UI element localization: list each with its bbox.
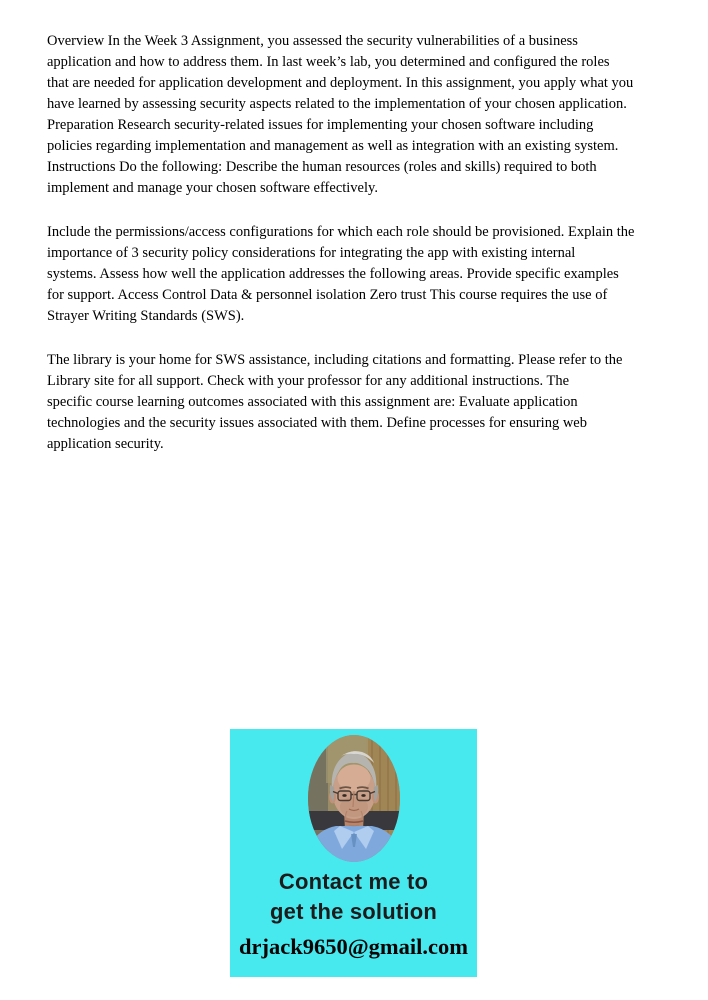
text-line: systems. Assess how well the application addresses the following areas. Provide specific examples [47, 266, 619, 282]
paragraph-requirements [47, 222, 647, 327]
text-line: for support. Access Control Data & personnel isolation Zero trust This course requires the use of [47, 287, 608, 303]
text-line: application and how to address them. In last week’s lab, you determined and configured the roles [47, 54, 610, 70]
text-line: Preparation Research security-related issues for implementing your chosen software including [47, 117, 594, 133]
text-line: policies regarding implementation and management as well as integration with an existing system. [47, 138, 619, 154]
paragraph-library [47, 350, 647, 455]
text-line: Overview In the Week 3 Assignment, you assessed the security vulnerabilities of a business [47, 33, 578, 49]
text-line: that are needed for application development and deployment. In this assignment, you apply what you [47, 75, 634, 91]
paragraph-overview [47, 31, 647, 199]
contact-banner [230, 729, 477, 977]
contact-headline-line2: get the solution [270, 899, 437, 924]
portrait-illustration [308, 735, 400, 862]
text-line: Instructions Do the following: Describe the human resources (roles and skills) required to both [47, 159, 597, 175]
text-line: importance of 3 security policy considerations for integrating the app with existing internal [47, 245, 576, 261]
text-line: implement and manage your chosen software effectively. [47, 180, 378, 196]
assignment-text [47, 31, 647, 455]
text-line: The library is your home for SWS assistance, including citations and formatting. Please refer to the [47, 352, 623, 368]
text-line: technologies and the security issues associated with them. Define processes for ensuring web [47, 415, 587, 431]
contact-headline-line1: Contact me to [278, 869, 429, 894]
text-line: specific course learning outcomes associated with this assignment are: Evaluate application [47, 394, 578, 410]
portrait-photo [308, 735, 400, 862]
contact-headline [230, 867, 477, 927]
text-line: application security. [47, 436, 164, 452]
text-line: Include the permissions/access configurations for which each role should be provisioned. Explain the [47, 224, 635, 240]
text-line: Library site for all support. Check with your professor for any additional instructions. The [47, 373, 570, 389]
contact-email: drjack9650@gmail.com [238, 934, 469, 959]
text-line: Strayer Writing Standards (SWS). [47, 308, 245, 324]
text-line: have learned by assessing security aspects related to the implementation of your chosen application. [47, 96, 627, 112]
